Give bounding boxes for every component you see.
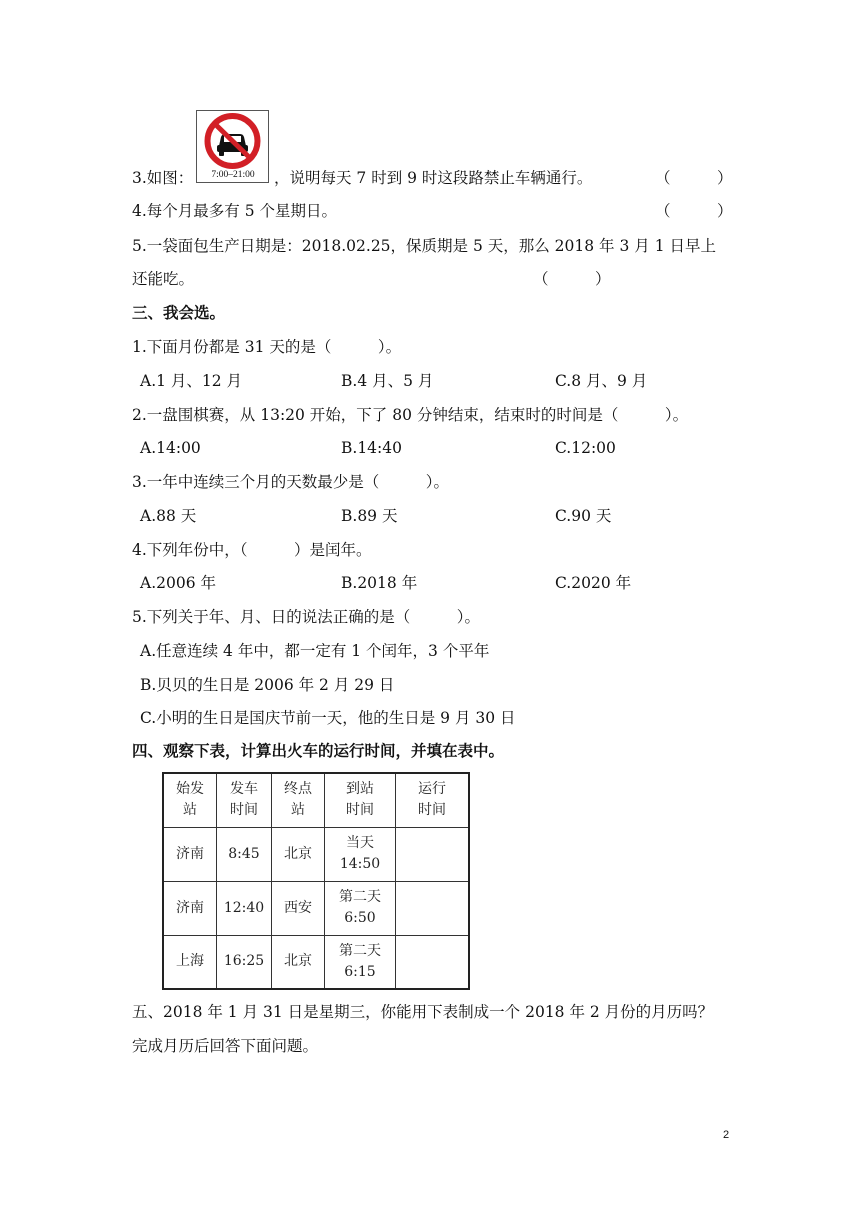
header-depart-time: 发车 时间 bbox=[217, 773, 272, 827]
mc-q5-a: A.任意连续 4 年中，都一定有 1 个闰年，3 个平年 bbox=[140, 642, 490, 660]
mc-q5: 5.下列关于年、月、日的说法正确的是（ ）。 bbox=[132, 608, 481, 626]
tf-q5-line2: 还能吃。 bbox=[132, 270, 195, 288]
header-start-station: 始发 站 bbox=[163, 773, 217, 827]
header-end-station: 终点 站 bbox=[272, 773, 325, 827]
cell-from: 上海 bbox=[163, 935, 217, 989]
section5-line1: 五、2018 年 1 月 31 日是星期三，你能用下表制成一个 2018 年 2 月份的月历吗？ bbox=[132, 1003, 714, 1021]
section3-heading: 三、我会选。 bbox=[132, 304, 226, 322]
mc-q4-c: C.2020 年 bbox=[555, 574, 632, 592]
cell-to: 北京 bbox=[272, 827, 325, 881]
tf-q5-answer: （ ） bbox=[533, 270, 611, 288]
no-vehicle-icon bbox=[197, 113, 268, 169]
mc-q2-c: C.12:00 bbox=[555, 439, 616, 457]
page-number: 2 bbox=[723, 1129, 730, 1141]
train-timetable bbox=[162, 772, 470, 990]
cell-duration-input[interactable] bbox=[396, 935, 470, 989]
mc-q3-c: C.90 天 bbox=[555, 507, 612, 525]
cell-duration-input[interactable] bbox=[396, 827, 470, 881]
tf-q3-text: ，说明每天 7 时到 9 时这段路禁止车辆通行。 bbox=[274, 169, 593, 187]
mc-q2-b: B.14:40 bbox=[341, 439, 402, 457]
mc-q3: 3.一年中连续三个月的天数最少是（ ）。 bbox=[132, 473, 450, 491]
sign-caption: 7:00–21:00 bbox=[211, 170, 255, 180]
cell-arrive: 第二天 6:50 bbox=[325, 881, 396, 935]
mc-q3-a: A.88 天 bbox=[140, 507, 197, 525]
tf-q4-answer: （ ） bbox=[655, 202, 733, 220]
table-row bbox=[163, 881, 469, 935]
section5-line2: 完成月历后回答下面问题。 bbox=[132, 1037, 319, 1055]
mc-q1: 1.下面月份都是 31 天的是（ ）。 bbox=[132, 338, 402, 356]
no-vehicle-sign bbox=[196, 110, 269, 183]
mc-q1-b: B.4 月、5 月 bbox=[341, 372, 434, 390]
section4-heading: 四、观察下表，计算出火车的运行时间，并填在表中。 bbox=[132, 742, 505, 760]
cell-depart: 8:45 bbox=[217, 827, 272, 881]
cell-depart: 16:25 bbox=[217, 935, 272, 989]
table-row bbox=[163, 935, 469, 989]
tf-q5-line1: 5.一袋面包生产日期是：2018.02.25，保质期是 5 天，那么 2018 年 3 月 1 日早上 bbox=[132, 237, 716, 255]
cell-to: 北京 bbox=[272, 935, 325, 989]
mc-q4-b: B.2018 年 bbox=[341, 574, 418, 592]
cell-depart: 12:40 bbox=[217, 881, 272, 935]
table-header-row bbox=[163, 773, 469, 827]
header-arrive-time: 到站 时间 bbox=[325, 773, 396, 827]
cell-arrive: 第二天 6:15 bbox=[325, 935, 396, 989]
tf-q3-answer: （ ） bbox=[655, 169, 733, 187]
mc-q4: 4.下列年份中，（ ）是闰年。 bbox=[132, 541, 372, 559]
mc-q3-b: B.89 天 bbox=[341, 507, 398, 525]
mc-q4-a: A.2006 年 bbox=[140, 574, 216, 592]
cell-from: 济南 bbox=[163, 827, 217, 881]
mc-q1-a: A.1 月、12 月 bbox=[140, 372, 243, 390]
mc-q5-b: B.贝贝的生日是 2006 年 2 月 29 日 bbox=[140, 676, 395, 694]
mc-q5-c: C.小明的生日是国庆节前一天，他的生日是 9 月 30 日 bbox=[140, 709, 516, 727]
tf-q4: 4.每个月最多有 5 个星期日。 bbox=[132, 202, 338, 220]
mc-q1-c: C.8 月、9 月 bbox=[555, 372, 648, 390]
cell-to: 西安 bbox=[272, 881, 325, 935]
tf-q3-prefix: 3.如图： bbox=[132, 169, 194, 187]
cell-duration-input[interactable] bbox=[396, 881, 470, 935]
mc-q2: 2.一盘围棋赛，从 13:20 开始，下了 80 分钟结束，结束时的时间是（ ）。 bbox=[132, 406, 689, 424]
table-row bbox=[163, 827, 469, 881]
mc-q2-a: A.14:00 bbox=[140, 439, 201, 457]
cell-arrive: 当天 14:50 bbox=[325, 827, 396, 881]
header-run-time: 运行 时间 bbox=[396, 773, 470, 827]
cell-from: 济南 bbox=[163, 881, 217, 935]
